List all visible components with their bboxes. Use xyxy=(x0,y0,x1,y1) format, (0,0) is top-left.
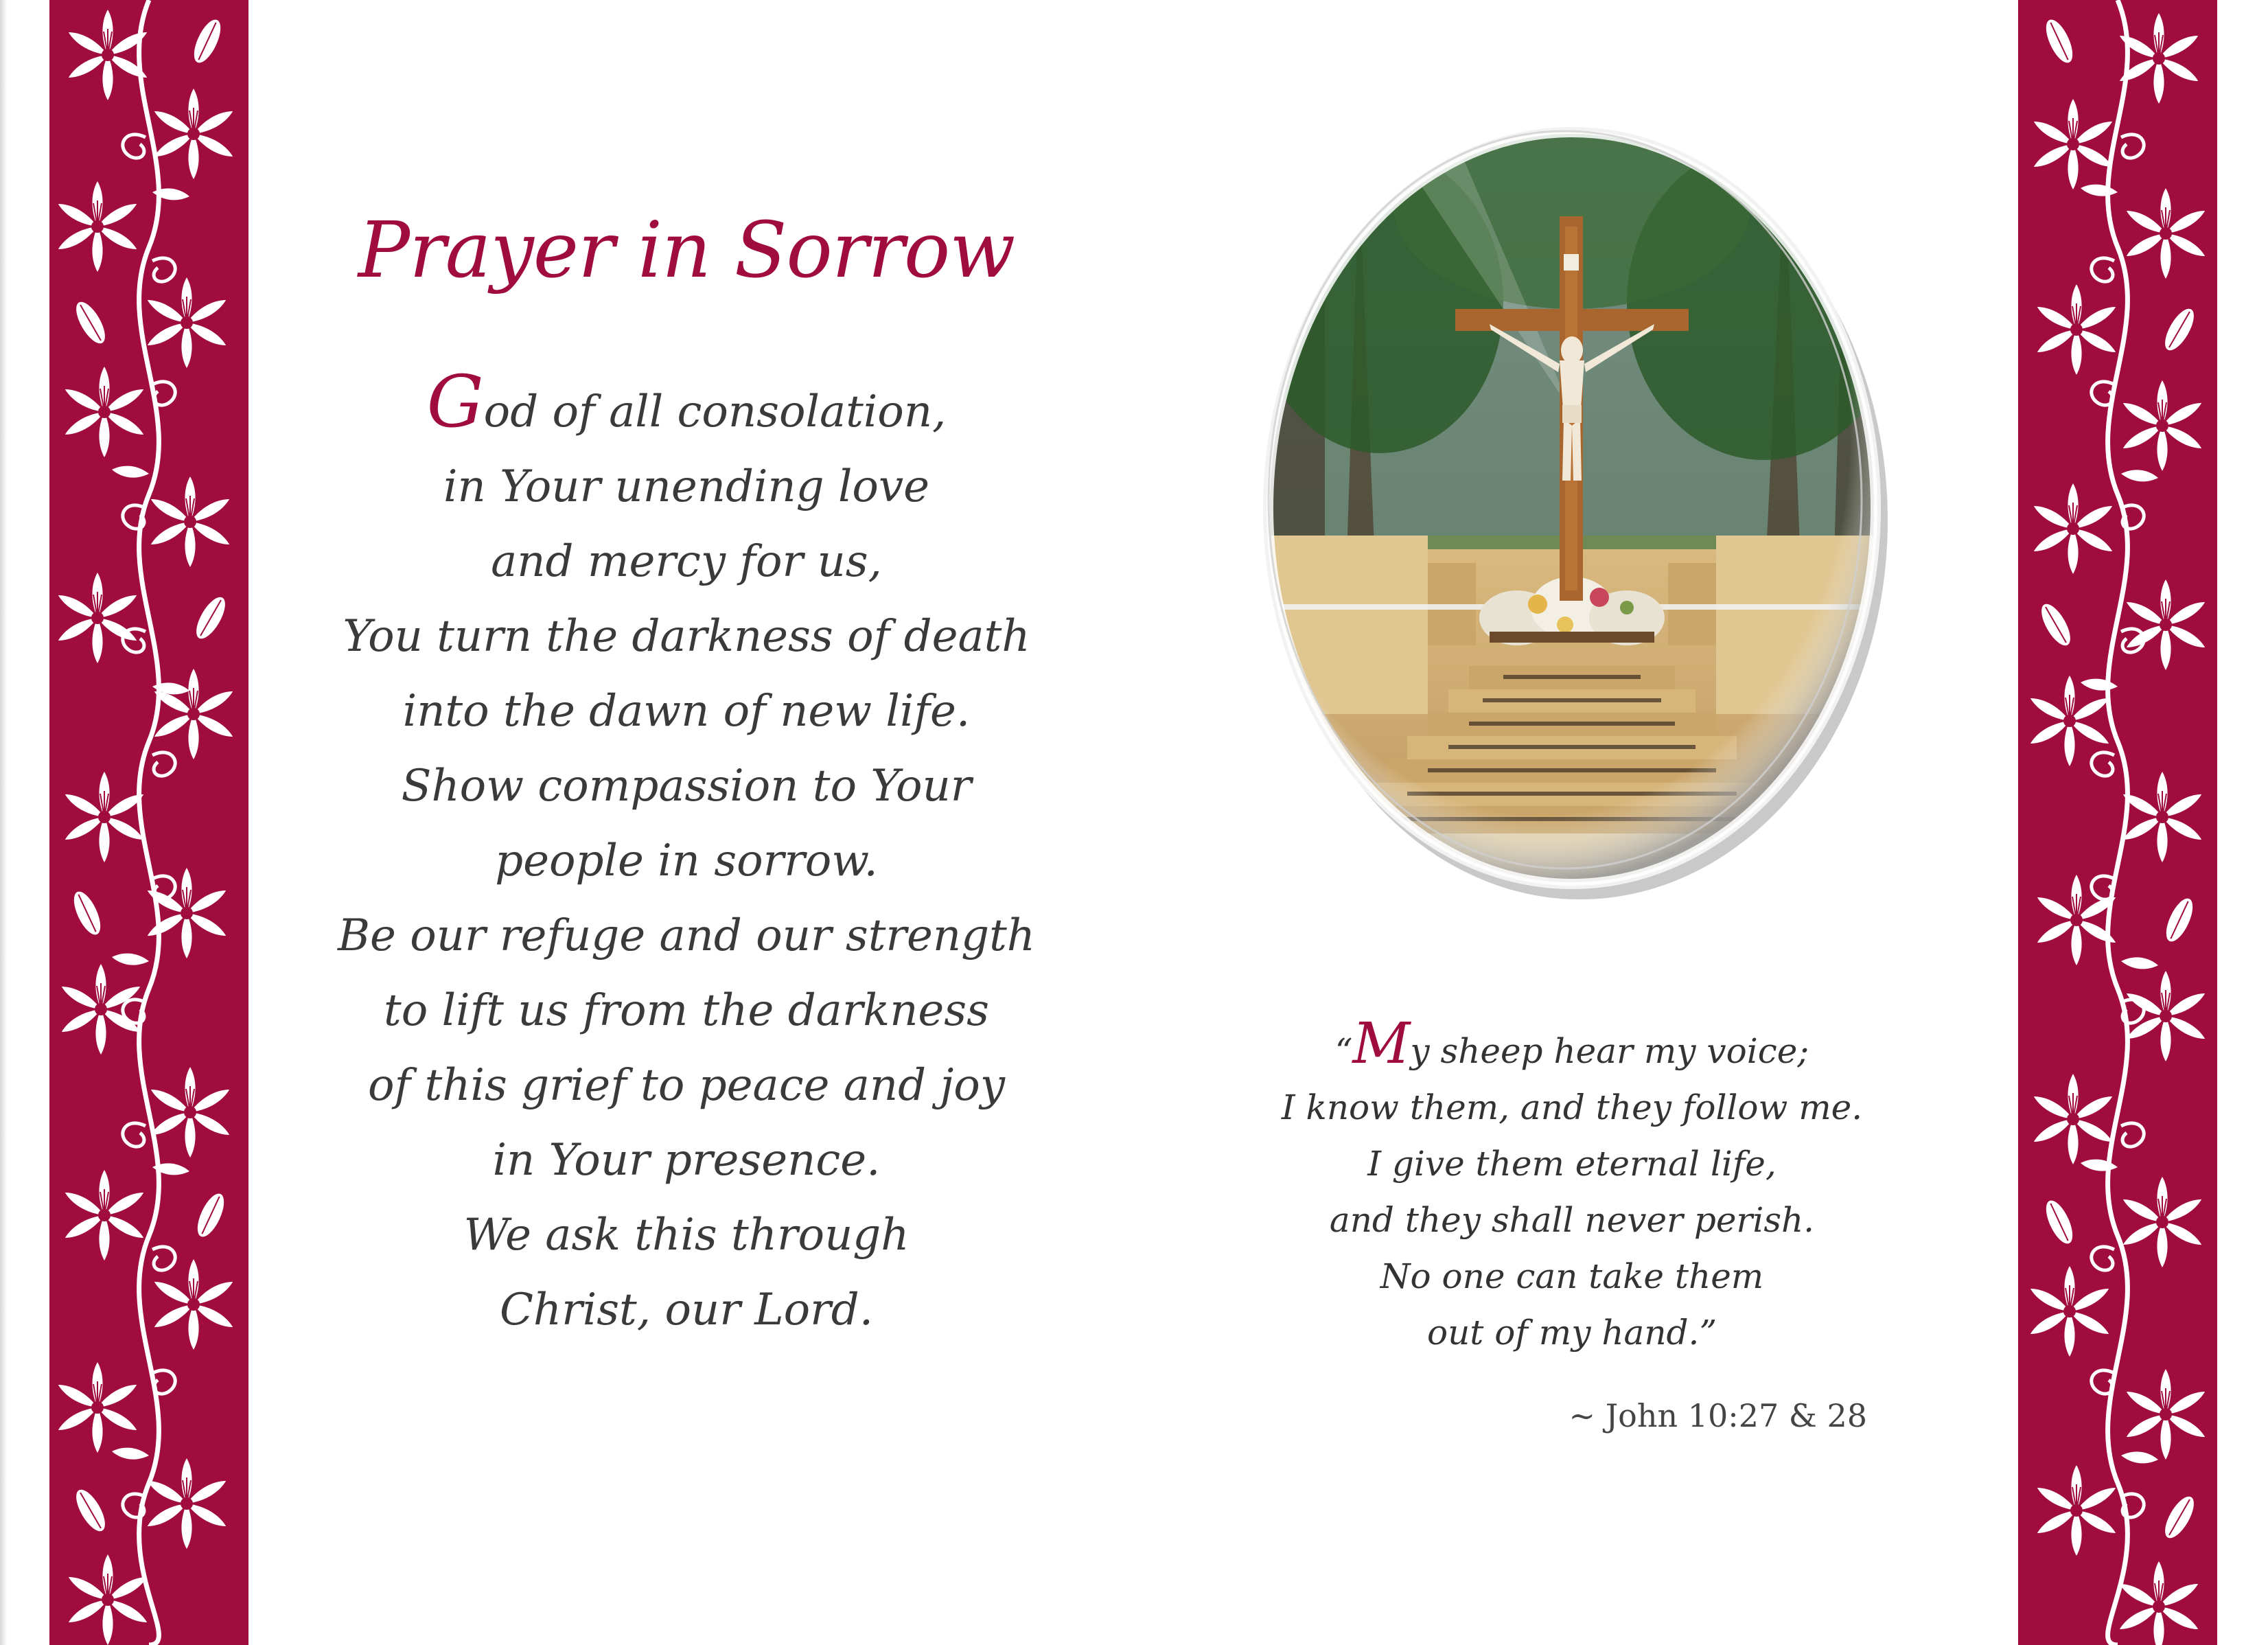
prayer-line: into the dawn of new life. xyxy=(402,686,971,737)
prayer-line: Christ, our Lord. xyxy=(499,1285,874,1335)
drop-cap: G xyxy=(426,360,484,444)
prayer-line-first xyxy=(295,360,1078,450)
page-edge-shadow xyxy=(0,0,7,1645)
crucifix-photo-icon xyxy=(1242,124,1901,947)
open-quote: “ xyxy=(1334,1031,1353,1071)
lily-vine-right xyxy=(2018,0,2217,1645)
verse-line: out of my hand.” xyxy=(1426,1313,1717,1353)
prayer-line: You turn the darkness of death xyxy=(343,611,1030,662)
prayer-line: people in sorrow. xyxy=(495,836,878,886)
prayer-line: of this grief to peace and joy xyxy=(368,1060,1005,1111)
prayer-line: We ask this through xyxy=(463,1210,910,1261)
verse-cap: M xyxy=(1352,1011,1411,1077)
verse-citation: ~ John 10:27 & 28 xyxy=(1569,1397,1867,1434)
verse-line-first xyxy=(1222,1011,1922,1079)
prayer-line: Be our refuge and our strength xyxy=(337,910,1036,961)
verse-line: and they shall never perish. xyxy=(1329,1200,1815,1240)
verse-line: I know them, and they follow me. xyxy=(1281,1088,1863,1127)
verse-line: No one can take them xyxy=(1380,1256,1764,1296)
prayer-line: in Your presence. xyxy=(492,1135,881,1186)
scripture-verse xyxy=(1222,1011,1922,1361)
verse-line: I give them eternal life, xyxy=(1367,1144,1777,1184)
crucifix-photo xyxy=(1242,124,1901,947)
prayer-line: Show compassion to Your xyxy=(401,761,972,812)
prayer-text xyxy=(295,360,1078,1348)
prayer-line-first-rest: od of all consolation, xyxy=(483,387,947,437)
left-lily-border xyxy=(49,0,248,1645)
page-title: Prayer in Sorrow xyxy=(358,206,1015,295)
lily-vine-left xyxy=(49,0,248,1645)
prayer-line: and mercy for us, xyxy=(491,536,882,587)
verse-line-first-rest: y sheep hear my voice; xyxy=(1410,1031,1809,1071)
prayer-line: to lift us from the darkness xyxy=(384,985,989,1036)
prayer-line: in Your unending love xyxy=(443,461,929,512)
right-lily-border xyxy=(2018,0,2217,1645)
